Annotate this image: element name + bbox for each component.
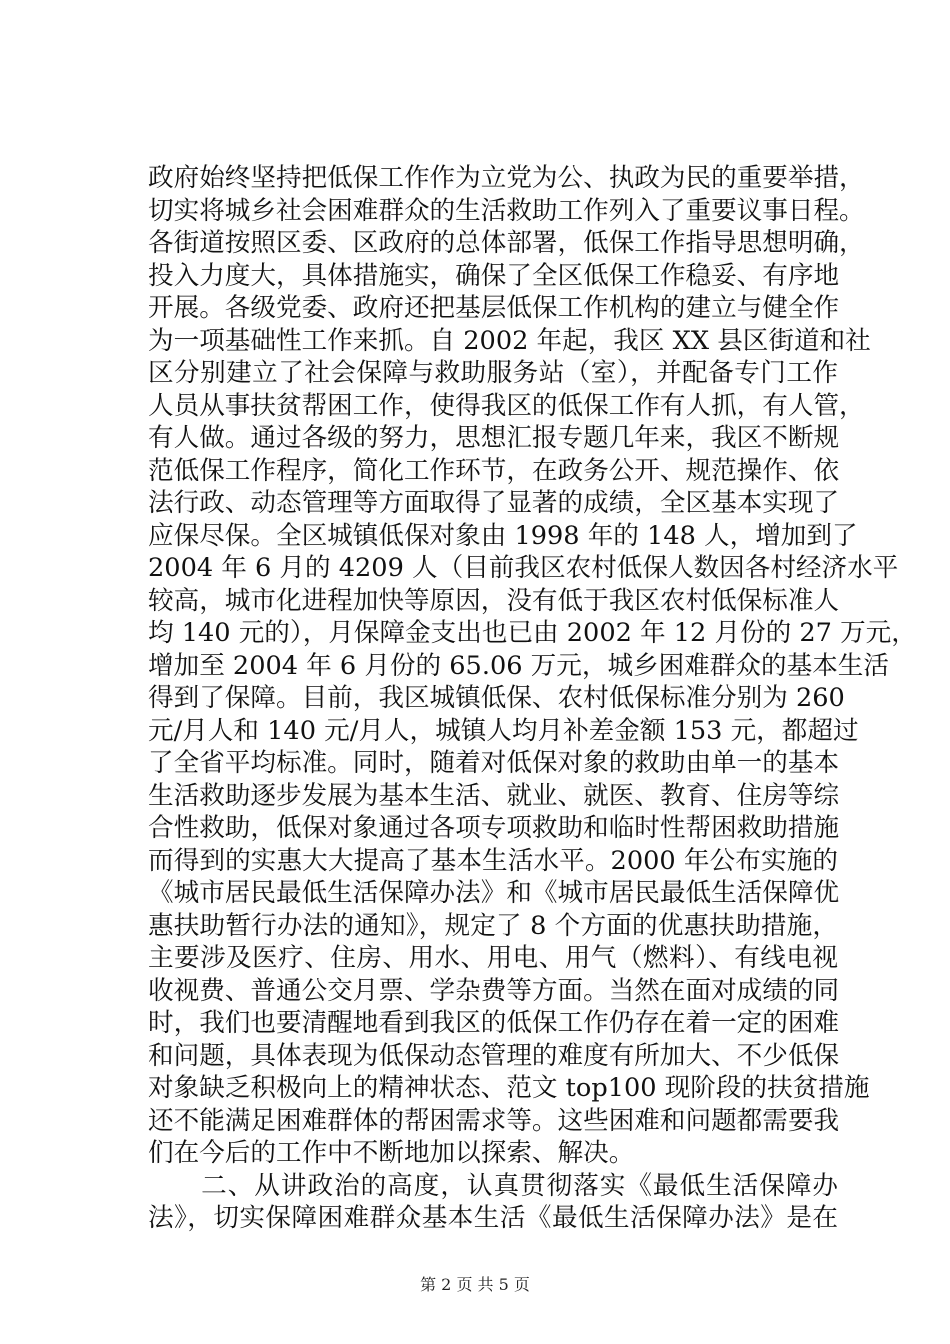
text-line: 有人做。通过各级的努力，思想汇报专题几年来，我区不断规 xyxy=(148,423,840,453)
text-line: 投入力度大，具体措施实，确保了全区低保工作稳妥、有序地 xyxy=(148,260,840,291)
text-line: 《城市居民最低生活保障办法》和《城市居民最低生活保障优 xyxy=(148,878,840,908)
text-line: 对象缺乏积极向上的精神状态、范文 top100 现阶段的扶贫措施 xyxy=(148,1073,870,1103)
text-line: 时，我们也要清醒地看到我区的低保工作仍存在着一定的困难 xyxy=(148,1008,840,1038)
text-line: 均 140 元的），月保障金支出也已由 2002 年 12 月份的 27 万元， xyxy=(148,618,917,648)
text-line: 法》，切实保障困难群众基本生活《最低生活保障办法》是在 xyxy=(148,1203,838,1233)
text-line: 们在今后的工作中不断地加以探索、解决。 xyxy=(148,1138,635,1168)
page-footer: 第 2 页 共 5 页 xyxy=(420,1275,530,1294)
body-text xyxy=(148,162,917,1235)
text-line: 了全省平均标准。同时，随着对低保对象的救助由单一的基本 xyxy=(148,748,840,778)
text-line: 二、从讲政治的高度，认真贯彻落实《最低生活保障办 xyxy=(148,1170,838,1201)
text-line: 较高，城市化进程加快等原因，没有低于我区农村低保标准人 xyxy=(148,585,840,616)
text-line: 各街道按照区委、区政府的总体部署，低保工作指导思想明确， xyxy=(148,228,865,258)
text-line: 惠扶助暂行办法的通知》，规定了 8 个方面的优惠扶助措施， xyxy=(148,910,838,941)
text-line: 还不能满足困难群体的帮困需求等。这些困难和问题都需要我 xyxy=(148,1105,840,1136)
text-line: 和问题，具体表现为低保动态管理的难度有所加大、不少低保 xyxy=(148,1040,840,1071)
text-line: 人员从事扶贫帮困工作，使得我区的低保工作有人抓，有人管， xyxy=(148,390,865,421)
text-line: 2004 年 6 月的 4209 人（目前我区农村低保人数因各村经济水平 xyxy=(148,553,899,583)
text-line: 切实将城乡社会困难群众的生活救助工作列入了重要议事日程。 xyxy=(148,195,865,226)
text-line: 收视费、普通公交月票、学杂费等方面。当然在面对成绩的同 xyxy=(148,975,840,1006)
text-line: 区分别建立了社会保障与救助服务站（室），并配备专门工作 xyxy=(148,358,838,388)
text-line: 生活救助逐步发展为基本生活、就业、就医、教育、住房等综 xyxy=(148,780,840,811)
text-line: 范低保工作程序，简化工作环节，在政务公开、规范操作、依 xyxy=(148,455,840,486)
text-line: 应保尽保。全区城镇低保对象由 1998 年的 148 人，增加到了 xyxy=(148,520,858,551)
text-line: 政府始终坚持把低保工作作为立党为公、执政为民的重要举措， xyxy=(148,163,865,193)
text-line: 而得到的实惠大大提高了基本生活水平。2000 年公布实施的 xyxy=(148,845,838,876)
text-line: 增加至 2004 年 6 月份的 65.06 万元，城乡困难群众的基本生活 xyxy=(148,650,889,681)
text-line: 得到了保障。目前，我区城镇低保、农村低保标准分别为 260 xyxy=(148,683,845,713)
text-line: 为一项基础性工作来抓。自 2002 年起，我区 XX 县区街道和社 xyxy=(148,325,871,356)
text-line: 主要涉及医疗、住房、用水、用电、用气（燃料）、有线电视 xyxy=(148,943,838,973)
text-line: 元/月人和 140 元/月人，城镇人均月补差金额 153 元，都超过 xyxy=(148,715,859,746)
text-line: 法行政、动态管理等方面取得了显著的成绩，全区基本实现了 xyxy=(148,488,840,518)
text-line: 合性救助，低保对象通过各项专项救助和临时性帮困救助措施 xyxy=(148,813,840,843)
text-line: 开展。各级党委、政府还把基层低保工作机构的建立与健全作 xyxy=(148,293,840,323)
